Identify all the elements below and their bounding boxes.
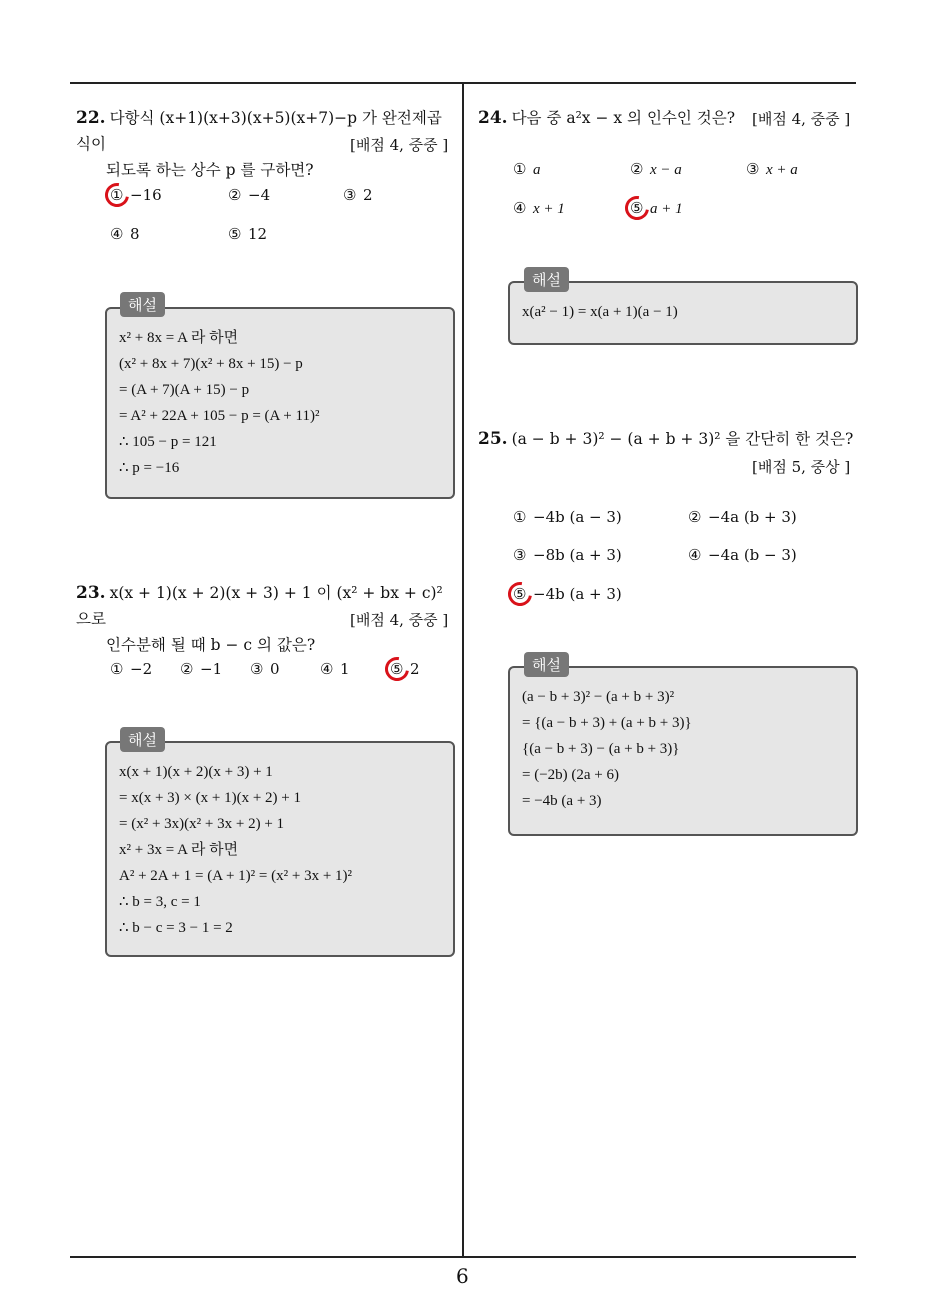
solution-lines: x(a² − 1) = x(a + 1)(a − 1) [522,304,678,320]
option-1[interactable]: ① −16 [110,186,162,204]
option-3[interactable]: ③ −8b (a + 3) [513,546,622,564]
option-5[interactable]: ⑤ a + 1 [630,199,683,217]
solution-lines: (a − b + 3)² − (a + b + 3)² = {(a − b + 3) + (a + b + 3)} {(a − b + 3) − (a + b + 3)} = (−2b) (2a + 6) = −4b (a + 3) [522,689,692,809]
question-number: 25. [478,429,508,449]
option-2[interactable]: ② x − a [630,160,682,178]
option-5[interactable]: ⑤ 2 [390,660,420,678]
question-meta: [배점 4, 중중 ] [350,611,449,629]
question-text-line1: (a − b + 3)² − (a + b + 3)² 을 간단히 한 것은? [511,430,854,448]
solution-box [105,741,455,957]
question-text-line2: 인수분해 될 때 b − c 의 값은? [106,636,316,654]
question-25 [478,426,858,452]
option-1[interactable]: ① −2 [110,660,153,678]
question-number: 24. [478,108,508,128]
option-3[interactable]: ③ x + a [746,160,798,178]
option-2[interactable]: ② −4 [228,186,271,204]
solution-label: 해설 [524,267,569,292]
option-5[interactable]: ⑤ 12 [228,225,268,243]
question-text-line1: x(x + 1)(x + 2)(x + 3) + 1 이 (x² + bx + c)² 으로 [76,584,443,628]
option-4[interactable]: ④ −4a (b − 3) [688,546,797,564]
solution-lines: x(x + 1)(x + 2)(x + 3) + 1 = x(x + 3) × (x + 1)(x + 2) + 1 = (x² + 3x)(x² + 3x + 2) + 1 x² + 3x = A 라 하면 A² + 2A + 1 = (A + 1)² = (x² + 3x + 1)² ∴ b = 3, c = 1 ∴ b − c = 3 − 1 = 2 [119,764,353,936]
question-text-line1: 다항식 (x+1)(x+3)(x+5)(x+7)−p 가 완전제곱식이 [76,109,442,153]
question-number: 22. [76,108,106,128]
option-2[interactable]: ② −4a (b + 3) [688,508,797,526]
option-4[interactable]: ④ 8 [110,225,140,243]
bottom-rule [70,1256,856,1258]
option-3[interactable]: ③ 0 [250,660,280,678]
column-divider [462,82,464,1257]
solution-label: 해설 [120,292,165,317]
solution-box [105,307,455,499]
option-5[interactable]: ⑤ −4b (a + 3) [513,585,622,603]
solution-box [508,666,858,836]
question-meta: [배점 4, 중중 ] [350,136,449,154]
page-number: 6 [456,1264,469,1288]
option-1[interactable]: ① −4b (a − 3) [513,508,622,526]
question-text-line1: 다음 중 a²x − x 의 인수인 것은? [511,109,736,127]
option-3[interactable]: ③ 2 [343,186,373,204]
question-number: 23. [76,583,106,603]
question-text-line2: 되도록 하는 상수 p 를 구하면? [106,161,314,179]
solution-label: 해설 [120,727,165,752]
option-4[interactable]: ④ 1 [320,660,350,678]
solution-label: 해설 [524,652,569,677]
solution-lines: x² + 8x = A 라 하면 (x² + 8x + 7)(x² + 8x + 15) − p = (A + 7)(A + 15) − p = A² + 22A + 105 − p = (A + 11)² ∴ 105 − p = 121 ∴ p = −16 [119,330,320,476]
option-4[interactable]: ④ x + 1 [513,199,565,217]
option-2[interactable]: ② −1 [180,660,223,678]
question-meta: [배점 4, 중중 ] [752,110,851,128]
question-meta: [배점 5, 중상 ] [752,458,851,476]
option-1[interactable]: ① a [513,160,541,178]
